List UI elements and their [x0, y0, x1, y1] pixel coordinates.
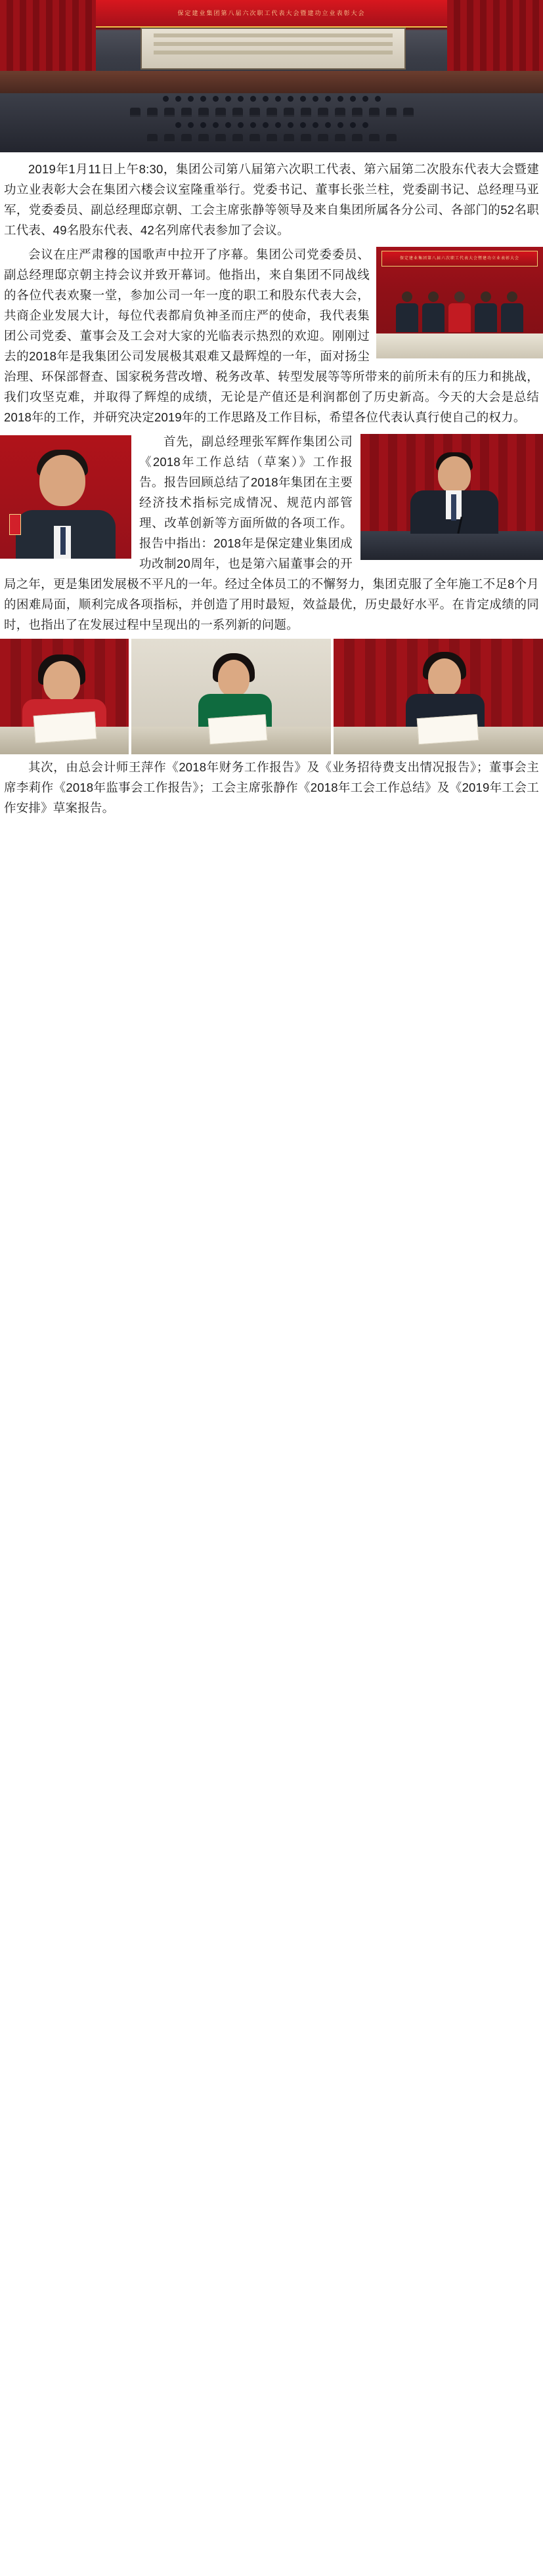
stage [0, 71, 543, 93]
curtain-left [0, 0, 96, 79]
paragraph-1: 2019年1月11日上午8:30，集团公司第八届第六次职工代表、第六届第二次股东代表大会暨建功立业表彰大会在集团六楼会议室隆重举行。党委书记、董事长张兰柱，党委副书记、总经理马亚军，党委委员、副总经理邸京朝、工会主席张静等领导及来自集团所属各分公司、各部门的52名职工代表、49名股东代表、42名列席代表参加了会议。 [4, 162, 539, 237]
curtain-right [447, 0, 543, 79]
report-photo-2 [131, 639, 331, 754]
paragraph-2: 会议在庄严肃穆的国歌声中拉开了序幕。集团公司党委委员、副总经理邸京朝主持会议并致开幕词。他指出，来自集团不同战线的各位代表欢聚一堂，参加公司一年一度的职工和股东代表大会，共商企业发展大计，每位代表都肩负神圣而庄严的使命，我代表集团公司党委、董事会及工会对大家的光临表示热烈的欢迎。刚刚过去的2018年是我集团公司发展极其艰难又最辉煌的一年，面对扬尘治理、环保部督查、国家税务营改增、税务改革、转型发展等等所带来的前所未有的压力和挑战，我们攻坚克难，并取得了辉煌的成绩，无论是产值还是利润都创了历史新高。今天的大会是总结2018年的工作，并研究决定2019年的工作思路及工作目标，希望各位代表认真行使自己的权力。 [4, 247, 539, 424]
presidium-banner [381, 251, 538, 267]
presidium-members [376, 277, 543, 333]
presidium-banner-text: 保定建业集团第八届六次职工代表大会暨建功立业表彰大会 [399, 257, 519, 261]
presidium-photo [376, 247, 543, 358]
conference-hall-photo [0, 0, 543, 152]
speaker-portrait-photo [0, 435, 131, 559]
presidium-table [376, 332, 543, 358]
paragraph-3: 首先，副总经理张军辉作集团公司《2018年工作总结（草案）》工作报告。报告回顾总结了2018年集团在主要经济技术指标完成情况、规范内部管理、改革创新等方面所做的各项工作。报告中指出：2018年是保定建业集团成功改制20周年，也是第六届董事会的开局之年，更是集团发展极不平凡的一年。经过全体员工的不懈努力，集团克服了全年施工不足8个月的困难局面，顺利完成各项指标，并创造了用时最短，效益最优，历史最好水平。在肯定成绩的同时，也指出了在发展过程中呈现出的一系列新的问题。 [4, 435, 539, 632]
audience-seats [0, 96, 543, 152]
podium-speech-photo [360, 434, 543, 560]
paragraph-3-block [0, 431, 543, 635]
report-photo-strip [0, 635, 543, 757]
projection-screen [141, 28, 406, 70]
paragraph-4: 其次，由总会计师王萍作《2018年财务工作报告》及《业务招待费支出情况报告》；董事会主席李莉作《2018年监事会工作报告》；工会主席张静作《2018年工会工作总结》及《2019年工会工作安排》草案报告。 [4, 760, 539, 815]
hall-banner-text: 保定建业集团第八届六次职工代表大会暨建功立业表彰大会 [177, 10, 366, 16]
hall-banner [96, 0, 447, 28]
report-photo-1 [0, 639, 129, 754]
report-photo-3 [334, 639, 543, 754]
article-page [0, 0, 543, 825]
paragraph-2-block [0, 244, 543, 427]
red-badge [9, 514, 21, 535]
